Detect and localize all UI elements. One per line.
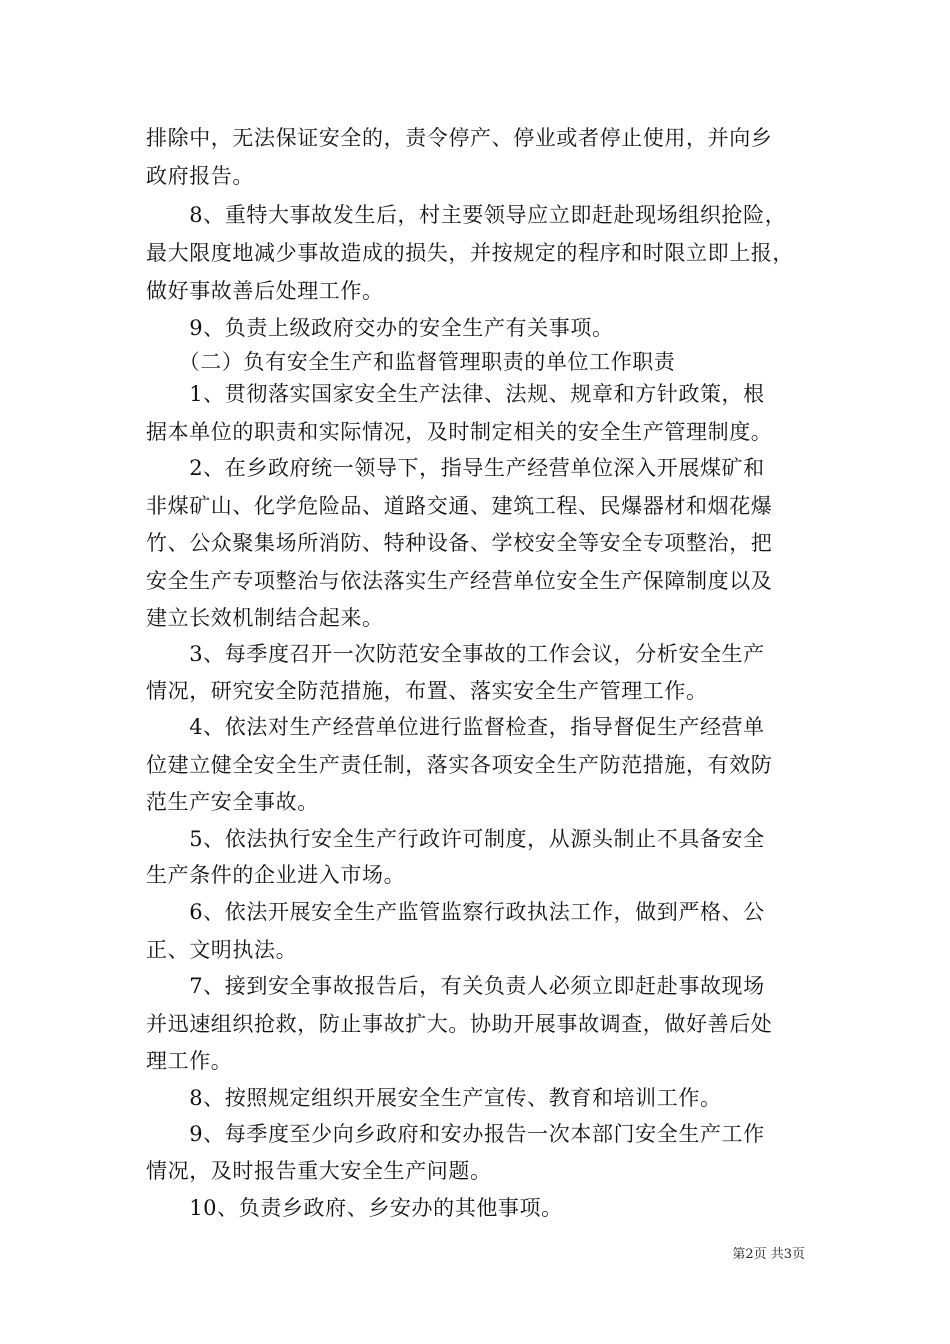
- text-line: 情况，研究安全防范措施，布置、落实安全生产管理工作。: [146, 679, 708, 703]
- text-line: 5、依法执行安全生产行政许可制度，从源头制止不具备安全: [146, 827, 765, 851]
- text-line: 7、接到安全事故报告后，有关负责人必须立即赶赴事故现场: [146, 974, 765, 998]
- text-line: 政府报告。: [146, 164, 254, 188]
- text-line: 9、负责上级政府交办的安全生产有关事项。: [146, 316, 614, 340]
- text-line: 建立长效机制结合起来。: [146, 606, 384, 630]
- section-heading: （二）负有安全生产和监督管理职责的单位工作职责: [146, 350, 676, 374]
- text-line: 非煤矿山、化学危险品、道路交通、建筑工程、民爆器材和烟花爆: [146, 494, 773, 518]
- text-line: 范生产安全事故。: [146, 790, 319, 814]
- text-line: 正、文明执法。: [146, 938, 298, 962]
- text-line: 2、在乡政府统一领导下，指导生产经营单位深入开展煤矿和: [146, 456, 765, 480]
- text-line: 8、按照规定组织开展安全生产宣传、教育和培训工作。: [146, 1086, 722, 1110]
- text-line: 1、贯彻落实国家安全生产法律、法规、规章和方针政策，根: [146, 382, 765, 406]
- text-line: 竹、公众聚集场所消防、特种设备、学校安全等安全专项整治，把: [146, 531, 773, 555]
- text-line: 做好事故善后处理工作。: [146, 279, 384, 303]
- text-line: 最大限度地减少事故造成的损失，并按规定的程序和时限立即上报，: [146, 241, 794, 265]
- text-line: 6、依法开展安全生产监管监察行政执法工作，做到严格、公: [146, 900, 765, 924]
- text-line: 10、负责乡政府、乡安办的其他事项。: [146, 1196, 563, 1220]
- text-line: 理工作。: [146, 1049, 233, 1073]
- text-line: 4、依法对生产经营单位进行监督检查，指导督促生产经营单: [146, 715, 765, 739]
- text-line: 并迅速组织抢救，防止事故扩大。协助开展事故调查，做好善后处: [146, 1012, 773, 1036]
- text-line: 安全生产专项整治与依法落实生产经营单位安全生产保障制度以及: [146, 569, 773, 593]
- text-line: 位建立健全安全生产责任制，落实各项安全生产防范措施，有效防: [146, 753, 773, 777]
- text-line: 9、每季度至少向乡政府和安办报告一次本部门安全生产工作: [146, 1122, 765, 1146]
- text-line: 8、重特大事故发生后，村主要领导应立即赶赴现场组织抢险，: [146, 203, 787, 227]
- text-line: 生产条件的企业进入市场。: [146, 863, 406, 887]
- text-line: 排除中，无法保证安全的，责令停产、停业或者停止使用，并向乡: [146, 126, 773, 150]
- text-line: 据本单位的职责和实际情况，及时制定相关的安全生产管理制度。: [146, 420, 773, 444]
- page-number: 第2页 共3页: [732, 1247, 805, 1262]
- text-line: 情况，及时报告重大安全生产问题。: [146, 1159, 492, 1183]
- text-line: 3、每季度召开一次防范安全事故的工作会议，分析安全生产: [146, 642, 765, 666]
